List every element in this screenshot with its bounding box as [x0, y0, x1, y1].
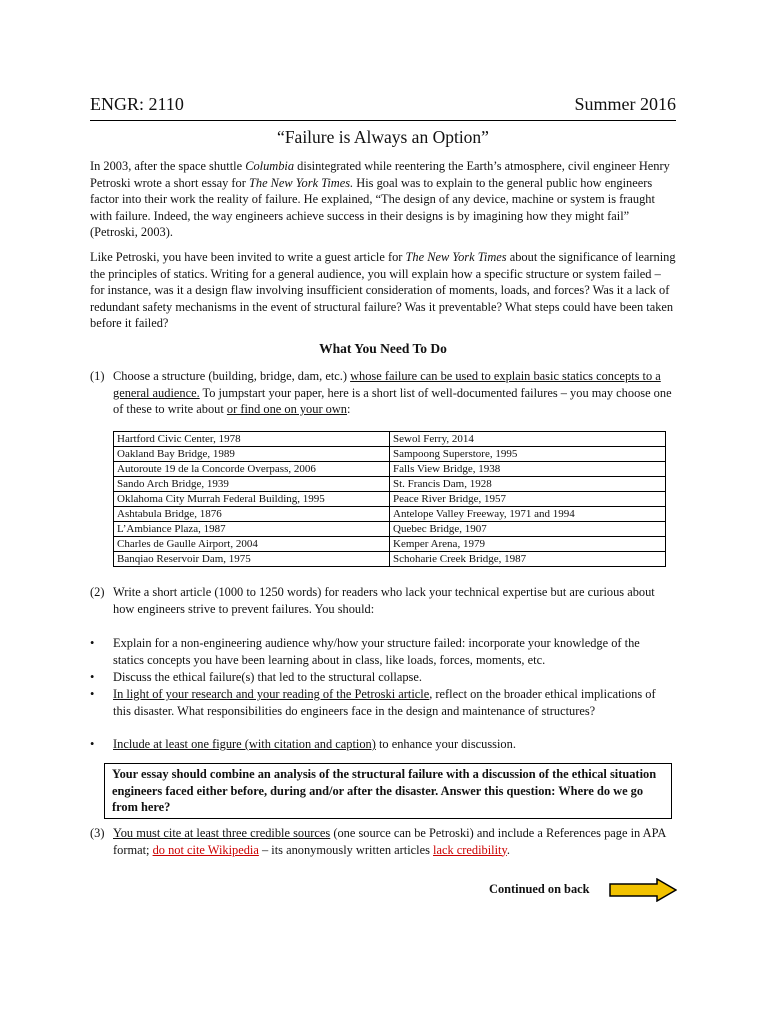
table-cell: Quebec Bridge, 1907 [390, 522, 666, 537]
bullet-icon: • [90, 636, 95, 650]
continued-on-back: Continued on back [489, 882, 590, 896]
step-number: (3) [90, 826, 105, 840]
table-cell: Kemper Arena, 1979 [390, 537, 666, 552]
step-text: You must cite at least three credible sources (one source can be Petroski) and include a References page in APA format; do not cite Wikipedia – its anonymously written articles lack credibility. [113, 826, 666, 857]
table-cell: Sando Arch Bridge, 1939 [114, 477, 390, 492]
step-number: (2) [90, 585, 105, 599]
arrow-right-icon [609, 878, 677, 902]
step-text: Write a short article (1000 to 1250 words) for readers who lack your technical expertise but are curious about how engineers strive to prevent failures. You should: [113, 585, 655, 616]
step-number: (1) [90, 369, 105, 383]
table-cell: Oklahoma City Murrah Federal Building, 1995 [114, 492, 390, 507]
course-code: ENGR: 2110 [90, 94, 184, 114]
table-cell: Banqiao Reservoir Dam, 1975 [114, 552, 390, 567]
assignment-title: “Failure is Always an Option” [277, 127, 489, 147]
failures-table [113, 431, 666, 567]
intro-paragraph-1: In 2003, after the space shuttle Columbia disintegrated while reentering the Earth’s atmosphere, civil engineer Henry Petroski wrote a short essay for The New York Times. His goal was to explain to the general public how engineers factor into their work the reality of failure. He explained, “The design of any device, machine or system is fraught with failure. Indeed, the way engineers achieve success in their designs is by imagining how they might fail” (Petroski, 2003). [90, 159, 670, 239]
section-heading: What You Need To Do [319, 341, 447, 356]
table-row [114, 477, 666, 492]
table-cell: Hartford Civic Center, 1978 [114, 432, 390, 447]
table-cell: Schoharie Creek Bridge, 1987 [390, 552, 666, 567]
table-row [114, 447, 666, 462]
table-row [114, 462, 666, 477]
table-cell: Ashtabula Bridge, 1876 [114, 507, 390, 522]
table-cell: Sampoong Superstore, 1995 [390, 447, 666, 462]
intro-paragraph-2: Like Petroski, you have been invited to write a guest article for The New York Times about the significance of learning the principles of statics. Writing for a general audience, you will explain how a specific structure or system failed – for instance, was it a design flaw involving insufficient consideration of moments, loads, and forces? Was it a lack of redundant safety mechanisms in the event of structural failure? Was it preventable? What steps could have been taken before it failed? [90, 250, 676, 330]
table-cell: Peace River Bridge, 1957 [390, 492, 666, 507]
step-text: Choose a structure (building, bridge, dam, etc.) whose failure can be used to explain basic statics concepts to a general audience. To jumpstart your paper, here is a short list of well-documented failures – you may choose one of these to write about or find one on your own: [113, 369, 672, 416]
table-row [114, 522, 666, 537]
table-row [114, 492, 666, 507]
table-cell: Oakland Bay Bridge, 1989 [114, 447, 390, 462]
bullet-icon: • [90, 687, 95, 701]
table-cell: Sewol Ferry, 2014 [390, 432, 666, 447]
table-cell: St. Francis Dam, 1928 [390, 477, 666, 492]
table-row [114, 537, 666, 552]
table-row [114, 552, 666, 567]
table-row [114, 507, 666, 522]
table-row [114, 432, 666, 447]
table-cell: Autoroute 19 de la Concorde Overpass, 2006 [114, 462, 390, 477]
document-header [90, 94, 676, 121]
table-cell: Charles de Gaulle Airport, 2004 [114, 537, 390, 552]
boxed-note: Your essay should combine an analysis of the structural failure with a discussion of the ethical situation engineers faced either before, during and/or after the disaster. Answer this question: Where do we go from here? [104, 763, 672, 819]
bullet-icon: • [90, 737, 95, 751]
table-cell: L’Ambiance Plaza, 1987 [114, 522, 390, 537]
term: Summer 2016 [574, 94, 676, 114]
table-cell: Antelope Valley Freeway, 1971 and 1994 [390, 507, 666, 522]
bullet-icon: • [90, 670, 95, 684]
table-cell: Falls View Bridge, 1938 [390, 462, 666, 477]
